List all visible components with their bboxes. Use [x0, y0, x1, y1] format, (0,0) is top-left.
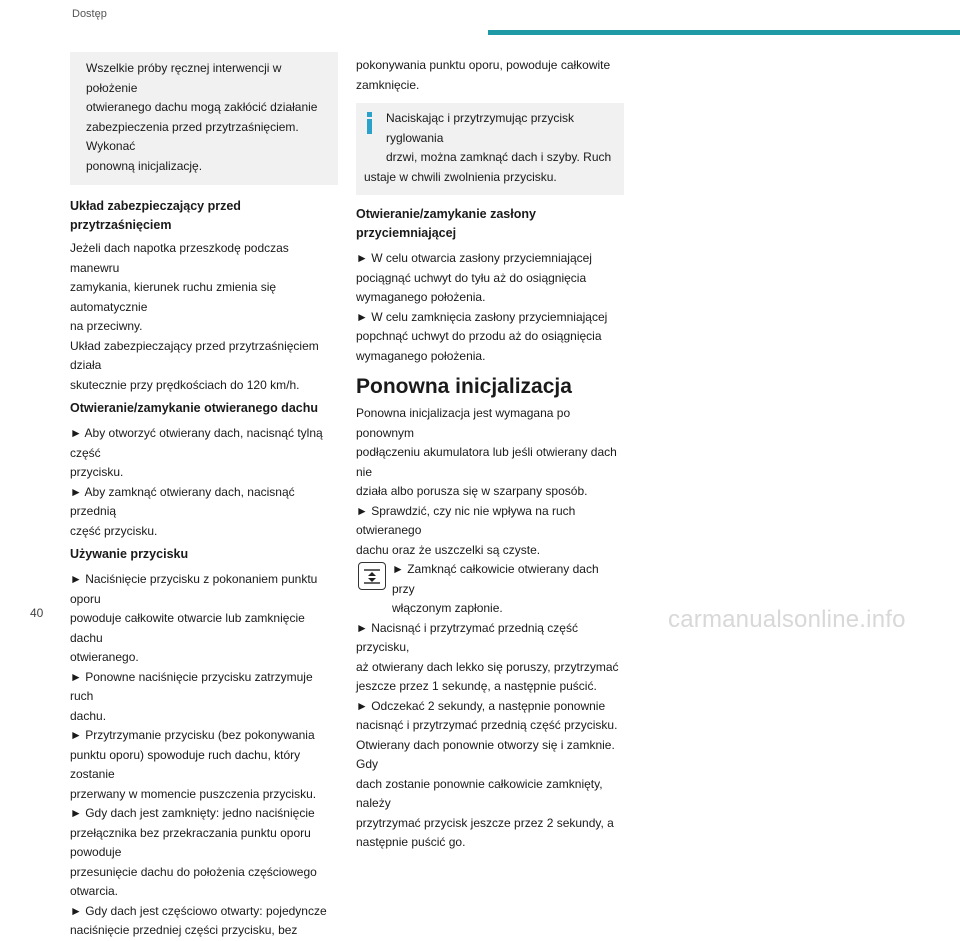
text-line: przycisku.: [70, 465, 124, 479]
text-line: ► Odczekać 2 sekundy, a następnie ponownie: [356, 698, 606, 713]
text-line: ► Ponowne naciśnięcie przycisku zatrzymuje ruch: [70, 669, 313, 703]
text-line: aż otwierany dach lekko się poruszy, przytrzymać: [356, 659, 619, 674]
text-line: działa albo porusza się w szarpany sposób.: [356, 484, 588, 498]
watermark: carmanualsonline.info: [668, 606, 906, 633]
sunroof-close-icon: [358, 562, 386, 590]
text-line: Ponowna inicjalizacja jest wymagana po ponownym: [356, 406, 571, 440]
text-line: przerwany w momencie puszczenia przycisku.: [70, 786, 317, 801]
icon-step: [356, 560, 624, 619]
text-line: punktu oporu) spowoduje ruch dachu, który zostanie: [70, 747, 301, 781]
anti-pinch-heading: Układ zabezpieczający przed przytrzaśnięciem: [70, 199, 241, 232]
text-line: pociągnąć uchwyt do tyłu aż do osiągnięcia: [356, 270, 587, 285]
text-line: ► Gdy dach jest zamknięty: jedno naciśnięcie: [70, 806, 315, 820]
continued-text: [356, 56, 624, 95]
open-close-text: [70, 424, 338, 541]
reinit-text: [356, 404, 624, 560]
warning-note: [70, 52, 338, 185]
text-line: następnie puścić go.: [356, 835, 466, 849]
text-line: ► Przytrzymanie przycisku (bez pokonywania: [70, 728, 315, 742]
page-number: 40: [30, 606, 44, 620]
open-close-heading: Otwieranie/zamykanie otwieranego dachu: [70, 401, 318, 415]
text-line: naciśnięcie przedniej części przycisku, bez: [70, 923, 298, 937]
header-accent-bar: [488, 30, 960, 35]
text-line: ► Gdy dach jest częściowo otwarty: pojedyncze: [70, 903, 327, 918]
text-line: jeszcze przez 1 sekundę, a następnie puścić.: [356, 679, 597, 693]
info-note: [356, 103, 624, 195]
using-button-heading: Używanie przycisku: [70, 547, 189, 561]
text-line: wymaganego położenia.: [356, 348, 486, 363]
left-column: [70, 52, 338, 941]
text-line: powoduje całkowite otwarcie lub zamknięcie dachu: [70, 611, 305, 645]
text-line: ► Aby zamknąć otwierany dach, nacisnąć przednią: [70, 484, 295, 518]
text-line: na przeciwny.: [70, 319, 143, 333]
text-line: pokonywania punktu oporu, powoduje całkowite: [356, 58, 611, 72]
note-line: zabezpieczenia przed przytrzaśnięciem. Wykonać: [86, 119, 299, 153]
text-line: dachu.: [70, 708, 107, 723]
info-icon: [366, 112, 373, 134]
text-line: ► Aby otworzyć otwierany dach, nacisnąć tylną część: [70, 426, 323, 460]
text-line: włączonym zapłonie.: [392, 601, 503, 615]
text-line: podłączeniu akumulatora lub jeśli otwierany dach nie: [356, 445, 617, 479]
using-button-text: [70, 570, 338, 941]
text-line: otwieranego.: [70, 650, 139, 664]
reinit-title: Ponowna inicjalizacja: [356, 375, 572, 398]
text-line: zamknięcie.: [356, 77, 420, 92]
text-line: dach zostanie ponownie całkowicie zamknięty, należy: [356, 776, 603, 810]
note-line: otwieranego dachu mogą zakłócić działanie: [86, 100, 318, 114]
text-line: ► Zamknąć całkowicie otwierany dach przy: [392, 562, 599, 596]
final-text: [356, 619, 624, 853]
text-line: przesunięcie dachu do położenia częściowego: [70, 864, 317, 879]
info-line: ustaje w chwili zwolnienia przycisku.: [364, 169, 557, 184]
text-line: Otwierany dach ponownie otworzy się i zamknie. Gdy: [356, 737, 615, 771]
text-line: przytrzymać przycisk jeszcze przez 2 sekundy, a: [356, 815, 614, 830]
text-line: dachu oraz że uszczelki są czyste.: [356, 542, 541, 557]
text-line: ► Nacisnąć i przytrzymać przednią część przycisku,: [356, 620, 578, 654]
anti-pinch-text: [70, 239, 338, 395]
right-column: [356, 52, 624, 853]
info-line: Naciskając i przytrzymując przycisk ryglowania: [386, 111, 575, 145]
text-line: ► Naciśnięcie przycisku z pokonaniem punktu oporu: [70, 572, 318, 606]
text-line: otwarcia.: [70, 884, 119, 898]
text-line: wymaganego położenia.: [356, 290, 486, 304]
text-line: część przycisku.: [70, 523, 158, 538]
text-line: ► Sprawdzić, czy nic nie wpływa na ruch otwieranego: [356, 503, 576, 537]
text-line: ► W celu otwarcia zasłony przyciemniającej: [356, 251, 592, 265]
section-title: Dostęp: [72, 8, 107, 20]
info-line: drzwi, można zamknąć dach i szyby. Ruch: [386, 150, 612, 164]
text-line: ► W celu zamknięcia zasłony przyciemniającej: [356, 309, 608, 324]
text-line: popchnąć uchwyt do przodu aż do osiągnięcia: [356, 329, 602, 343]
text-line: nacisnąć i przytrzymać przednią część przycisku.: [356, 718, 618, 732]
note-line: ponowną inicjalizację.: [86, 158, 203, 173]
note-line: Wszelkie próby ręcznej interwencji w położenie: [86, 61, 282, 95]
blind-text: [356, 249, 624, 366]
text-line: zamykania, kierunek ruchu zmienia się automatycznie: [70, 280, 277, 314]
blind-heading: Otwieranie/zamykanie zasłony przyciemniającej: [356, 207, 536, 240]
text-line: skutecznie przy prędkościach do 120 km/h.: [70, 377, 300, 392]
text-line: przełącznika bez przekraczania punktu oporu powoduje: [70, 825, 311, 859]
text-line: Jeżeli dach napotka przeszkodę podczas manewru: [70, 241, 289, 275]
text-line: Układ zabezpieczający przed przytrzaśnięciem działa: [70, 338, 319, 372]
